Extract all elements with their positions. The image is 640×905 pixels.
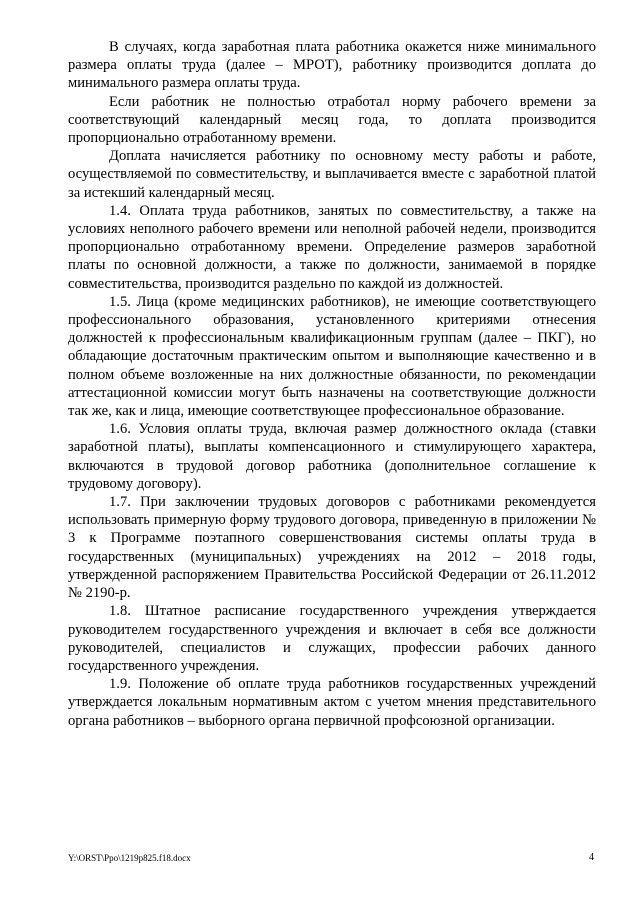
paragraph-incomplete-hours: Если работник не полностью отработал норму рабочего времени за соответствующий календарный месяц года, то доплата производится пропорционально отработанному времени. bbox=[68, 93, 596, 147]
paragraph-1-5: 1.5. Лица (кроме медицинских работников), не имеющие соответствующего профессионального образования, установленного критериями отнесения должностей к профессиональным квалификационным группам (далее – ПКГ), но обладающие достаточным практическим опытом и выполняющие качественно и в полном объеме возложенные на них должностные обязанности, по рекомендации аттестационной комиссии могут быть назначены на соответствующие должности так же, как и лица, имеющие соответствующее профессиональное образование. bbox=[68, 293, 596, 420]
paragraph-1-6: 1.6. Условия оплаты труда, включая размер должностного оклада (ставки заработной платы), выплаты компенсационного и стимулирующего характера, включаются в трудовой договор работника (дополнительное соглашение к трудовому договору). bbox=[68, 421, 596, 492]
page-number: 4 bbox=[589, 852, 594, 863]
paragraph-supplement-payment: Доплата начисляется работнику по основному месту работы и работе, осуществляемой по совместительству, и выплачивается вместе с заработной платой за истекший календарный месяц. bbox=[68, 148, 596, 201]
document-body bbox=[68, 38, 596, 730]
paragraph-1-9: 1.9. Положение об оплате труда работников государственных учреждений утверждается локальным нормативным актом с учетом мнения представительного органа работников – выборного органа первичной профсоюзной организации. bbox=[68, 676, 596, 729]
paragraph-1-7: 1.7. При заключении трудовых договоров с работниками рекомендуется использовать примерную форму трудового договора, приведенную в приложении № 3 к Программе поэтапного совершенствования системы оплаты труда в государственных (муниципальных) учреждениях на 2012 – 2018 годы, утвержденной распоряжением Правительства Российской Федерации от 26.11.2012 № 2190-р. bbox=[68, 494, 596, 602]
paragraph-minimum-wage: В случаях, когда заработная плата работника окажется ниже минимального размера оплаты труда (далее – МРОТ), работнику производится доплата до минимального размера оплаты труда. bbox=[68, 39, 596, 92]
paragraph-1-4: 1.4. Оплата труда работников, занятых по совместительству, а также на условиях неполного рабочего времени или неполной рабочей недели, производится пропорционально отработанному времени. Определение размеров заработной платы по основной должности, а также по должности, занимаемой в порядке совместительства, производится раздельно по каждой из должностей. bbox=[68, 202, 596, 292]
paragraph-1-8: 1.8. Штатное расписание государственного учреждения утверждается руководителем государственного учреждения и включает в себя все должности руководителей, специалистов и служащих, профессии рабочих данного государственного учреждения. bbox=[68, 603, 596, 674]
footer-file-path: Y:\ORST\Ppo\1219p825.f18.docx bbox=[68, 853, 191, 863]
